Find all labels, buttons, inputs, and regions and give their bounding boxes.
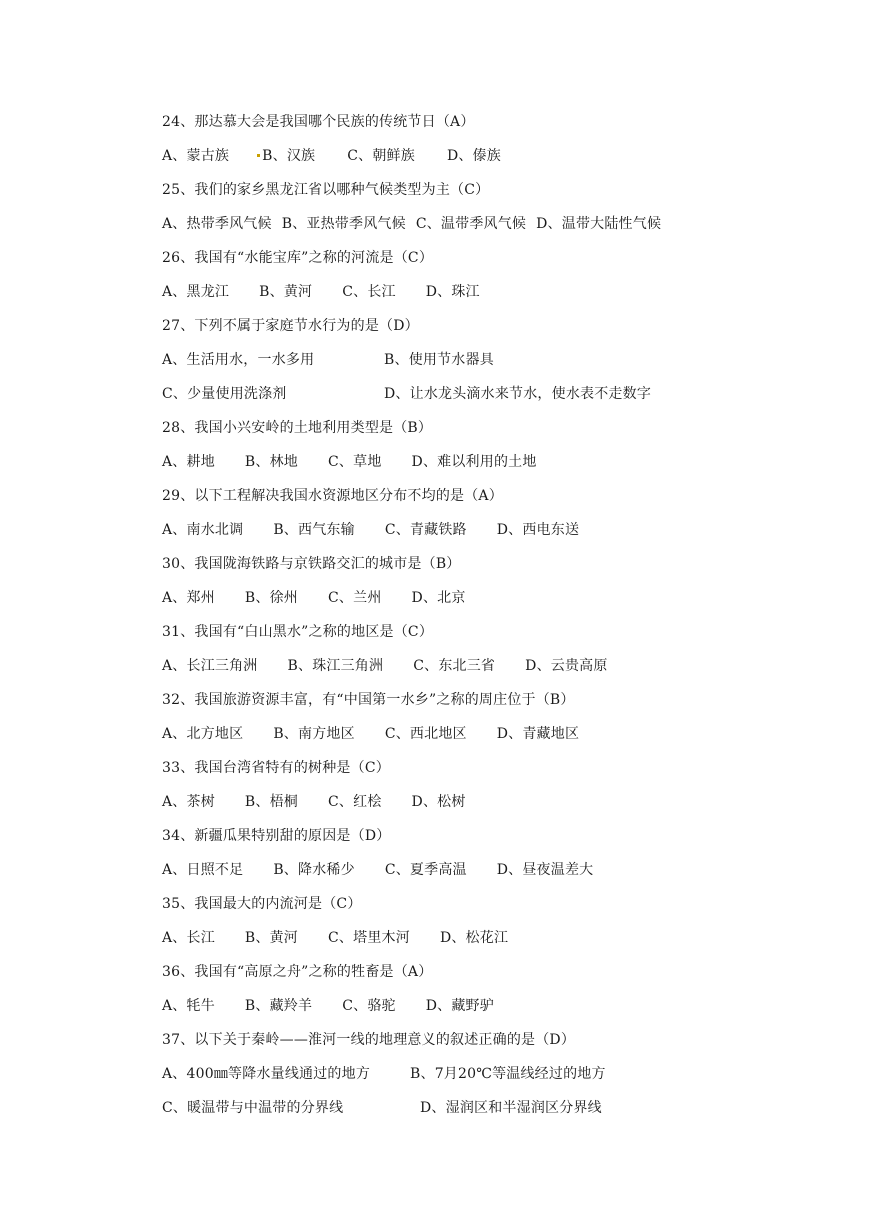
answer-option: B、西气东输 xyxy=(273,522,355,538)
options-row xyxy=(162,382,762,416)
answer-option: D、云贵高原 xyxy=(525,658,608,674)
answer-option: C、暖温带与中温带的分界线 xyxy=(162,1100,344,1116)
answer-option: B、7月20℃等温线经过的地方 xyxy=(410,1066,606,1082)
answer-option: B、亚热带季风气候 xyxy=(281,216,406,232)
question-stem: 35、我国最大的内流河是（C） xyxy=(162,896,362,912)
answer-option: C、塔里木河 xyxy=(328,930,410,946)
answer-option: C、长江 xyxy=(342,284,396,300)
answer-option: B、林地 xyxy=(244,454,299,470)
answer-option: C、朝鲜族 xyxy=(347,148,415,164)
options-row xyxy=(162,518,762,552)
answer-option: D、青藏地区 xyxy=(496,726,580,742)
answer-option: A、热带季风气候 xyxy=(162,216,272,232)
answer-option: B、藏羚羊 xyxy=(244,998,313,1014)
options-row xyxy=(162,722,762,756)
answer-option: A、日照不足 xyxy=(162,862,244,878)
answer-option: B、梧桐 xyxy=(244,794,299,810)
options-row xyxy=(162,1096,762,1130)
answer-option: B、使用节水器具 xyxy=(384,352,494,368)
options-row xyxy=(162,586,762,620)
answer-option: A、长江 xyxy=(162,930,215,946)
answer-option: A、400㎜等降水量线通过的地方 xyxy=(162,1066,371,1082)
answer-option: A、生活用水，一水多用 xyxy=(162,352,315,368)
answer-option: D、西电东送 xyxy=(496,522,580,538)
answer-option: A、南水北调 xyxy=(162,522,244,538)
answer-option: D、难以利用的土地 xyxy=(411,454,537,470)
answer-option: C、兰州 xyxy=(328,590,382,606)
answer-option: A、耕地 xyxy=(162,454,215,470)
question-stem: 27、下列不属于家庭节水行为的是（D） xyxy=(162,318,419,334)
question-stem: 28、我国小兴安岭的土地利用类型是（B） xyxy=(162,420,433,436)
question-stem: 33、我国台湾省特有的树种是（C） xyxy=(162,760,390,776)
answer-option: B、汉族 xyxy=(262,148,316,164)
question-stem: 30、我国陇海铁路与京铁路交汇的城市是（B） xyxy=(162,556,461,572)
options-row xyxy=(162,280,762,314)
answer-option: C、骆驼 xyxy=(342,998,396,1014)
options-row xyxy=(162,790,762,824)
options-row xyxy=(162,144,762,178)
options-row xyxy=(162,212,762,246)
answer-option: D、珠江 xyxy=(425,284,480,300)
options-row xyxy=(162,1062,762,1096)
answer-option: C、东北三省 xyxy=(413,658,496,674)
answer-option: B、黄河 xyxy=(244,930,299,946)
question-stem: 37、以下关于秦岭——淮河一线的地理意义的叙述正确的是（D） xyxy=(162,1032,576,1048)
answer-option: C、夏季高温 xyxy=(384,862,467,878)
question-list xyxy=(162,110,762,1130)
answer-option: B、南方地区 xyxy=(273,726,355,742)
answer-option: C、西北地区 xyxy=(384,726,467,742)
answer-option: C、少量使用洗涤剂 xyxy=(162,386,287,402)
answer-option: B、徐州 xyxy=(244,590,299,606)
answer-option: C、红桧 xyxy=(328,794,382,810)
answer-option: C、温带季风气候 xyxy=(415,216,527,232)
answer-option: A、黑龙江 xyxy=(162,284,230,300)
answer-option: D、藏野驴 xyxy=(425,998,494,1014)
options-row xyxy=(162,450,762,484)
question-stem: 24、那达慕大会是我国哪个民族的传统节日（A） xyxy=(162,114,475,130)
question-stem: 26、我国有“水能宝库”之称的河流是（C） xyxy=(162,250,434,266)
answer-option: A、蒙古族 xyxy=(162,148,230,164)
answer-option: A、长江三角洲 xyxy=(162,658,258,674)
answer-option: A、北方地区 xyxy=(162,726,244,742)
answer-option: D、让水龙头滴水来节水，使水表不走数字 xyxy=(384,386,652,402)
answer-option: D、松树 xyxy=(411,794,466,810)
answer-option: C、草地 xyxy=(328,454,382,470)
question-stem: 34、新疆瓜果特别甜的原因是（D） xyxy=(162,828,391,844)
answer-option: D、温带大陆性气候 xyxy=(536,216,662,232)
answer-option: A、郑州 xyxy=(162,590,215,606)
stray-mark xyxy=(257,154,260,157)
question-stem: 29、以下工程解决我国水资源地区分布不均的是（A） xyxy=(162,488,503,504)
question-stem: 31、我国有“白山黑水”之称的地区是（C） xyxy=(162,624,434,640)
answer-option: C、青藏铁路 xyxy=(384,522,467,538)
answer-option: D、北京 xyxy=(411,590,466,606)
answer-option: D、昼夜温差大 xyxy=(496,862,594,878)
answer-option: D、傣族 xyxy=(446,148,501,164)
options-row xyxy=(162,994,762,1028)
options-row xyxy=(162,926,762,960)
question-stem: 25、我们的家乡黑龙江省以哪种气候类型为主（C） xyxy=(162,182,490,198)
question-stem: 32、我国旅游资源丰富，有“中国第一水乡”之称的周庄位于（B） xyxy=(162,692,575,708)
answer-option: B、降水稀少 xyxy=(273,862,355,878)
answer-option: B、珠江三角洲 xyxy=(287,658,384,674)
answer-option: A、牦牛 xyxy=(162,998,215,1014)
answer-option: D、湿润区和半湿润区分界线 xyxy=(420,1100,602,1116)
options-row xyxy=(162,858,762,892)
answer-option: A、茶树 xyxy=(162,794,215,810)
options-row xyxy=(162,654,762,688)
answer-option: B、黄河 xyxy=(259,284,313,300)
question-stem: 36、我国有“高原之舟”之称的牲畜是（A） xyxy=(162,964,433,980)
answer-option: D、松花江 xyxy=(439,930,509,946)
options-row xyxy=(162,348,762,382)
